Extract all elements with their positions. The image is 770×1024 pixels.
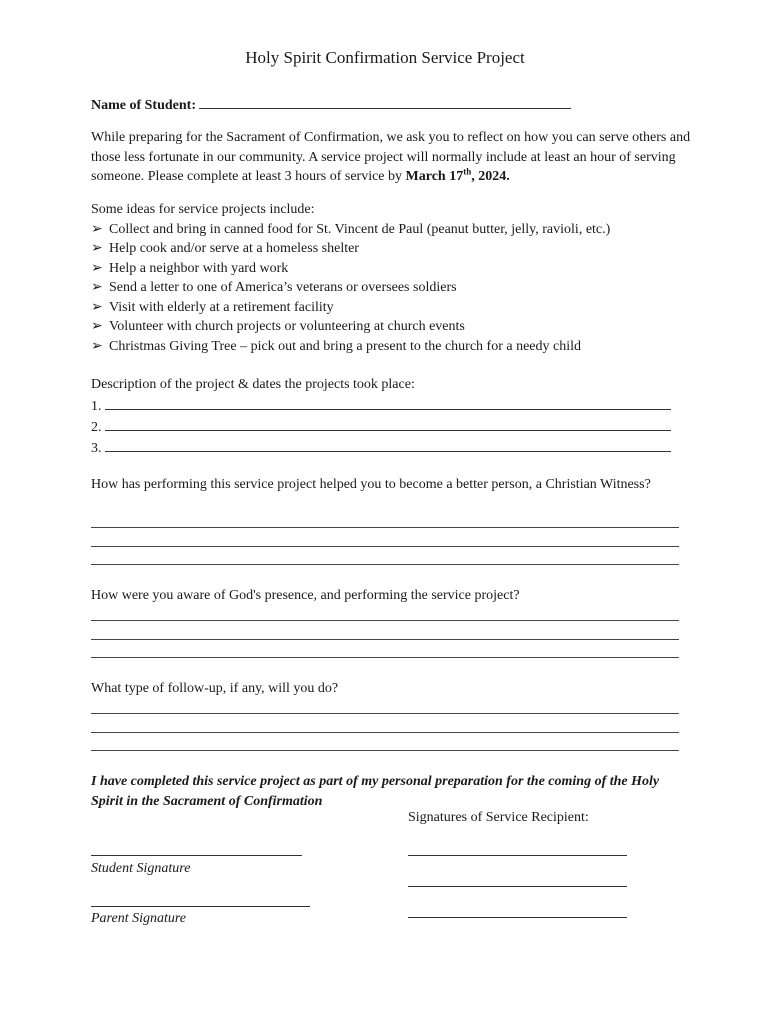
arrow-bullet-icon: ➢: [91, 299, 103, 315]
list-item: ➢ Volunteer with church projects or volunteering at church events: [91, 317, 731, 337]
ideas-section: [91, 200, 731, 356]
description-heading: Description of the project & dates the projects took place:: [91, 377, 415, 392]
description-line-3[interactable]: 3.: [91, 438, 671, 458]
answer-line[interactable]: [91, 546, 679, 547]
arrow-bullet-icon: ➢: [91, 319, 103, 334]
question-2: How were you aware of God's presence, and performing the service project?: [91, 588, 520, 603]
list-item: ➢ Collect and bring in canned food for St. Vincent de Paul (peanut butter, jelly, ravioli, etc.): [91, 220, 731, 240]
list-item: ➢ Send a letter to one of America’s veterans or oversees soldiers: [91, 278, 731, 298]
question-3: What type of follow-up, if any, will you do?: [91, 681, 339, 696]
list-item: ➢ Christmas Giving Tree – pick out and bring a present to the church for a needy child: [91, 337, 731, 357]
parent-signature-line[interactable]: [91, 906, 310, 907]
recipient-signature-line-1[interactable]: [408, 855, 627, 856]
answer-line[interactable]: [91, 620, 679, 621]
answer-line[interactable]: [91, 713, 679, 714]
deadline: March 17th, 2024.: [405, 166, 510, 184]
description-line-1[interactable]: 1.: [91, 396, 671, 416]
arrow-bullet-icon: ➢: [91, 241, 103, 256]
page-title: Holy Spirit Confirmation Service Project: [245, 48, 525, 67]
answer-line[interactable]: [91, 750, 679, 751]
answer-line[interactable]: [91, 732, 679, 733]
arrow-bullet-icon: ➢: [91, 221, 103, 237]
ideas-list: [91, 220, 731, 357]
intro-paragraph: [91, 128, 691, 187]
list-item: ➢ Help cook and/or serve at a homeless shelter: [91, 239, 731, 259]
answer-line[interactable]: [91, 527, 679, 528]
parent-signature-label: Parent Signature: [91, 911, 187, 926]
intro-text: While preparing for the Sacrament of Confirmation, we ask you to reflect on how you can serve others and those less fortunate in our community. A service project will normally include at least an hour of serving someone. Please complete at least 3 hours of service by: [91, 130, 691, 184]
completion-statement: I have completed this service project as part of my personal preparation for the coming of the Holy Spirit in the Sacrament of Confirmation: [91, 774, 660, 809]
ideas-heading: Some ideas for service projects include:: [91, 202, 315, 217]
student-signature-line[interactable]: [91, 855, 302, 856]
student-name-line[interactable]: [199, 94, 571, 109]
recipient-signature-label: Signatures of Service Recipient:: [408, 810, 589, 825]
student-name-field[interactable]: [91, 94, 571, 114]
student-name-label: Name of Student:: [91, 98, 196, 113]
arrow-bullet-icon: ➢: [91, 338, 103, 354]
list-item: ➢ Help a neighbor with yard work: [91, 259, 731, 279]
arrow-bullet-icon: ➢: [91, 260, 103, 276]
recipient-signature-line-3[interactable]: [408, 917, 627, 918]
student-signature-label: Student Signature: [91, 861, 191, 876]
answer-line[interactable]: [91, 639, 679, 640]
arrow-bullet-icon: ➢: [91, 280, 103, 295]
question-1: How has performing this service project helped you to become a better person, a Christian Witness?: [91, 477, 651, 492]
recipient-signature-line-2[interactable]: [408, 886, 627, 887]
answer-line[interactable]: [91, 564, 679, 565]
list-item: ➢ Visit with elderly at a retirement facility: [91, 298, 731, 318]
answer-line[interactable]: [91, 657, 679, 658]
description-line-2[interactable]: 2.: [91, 417, 671, 437]
